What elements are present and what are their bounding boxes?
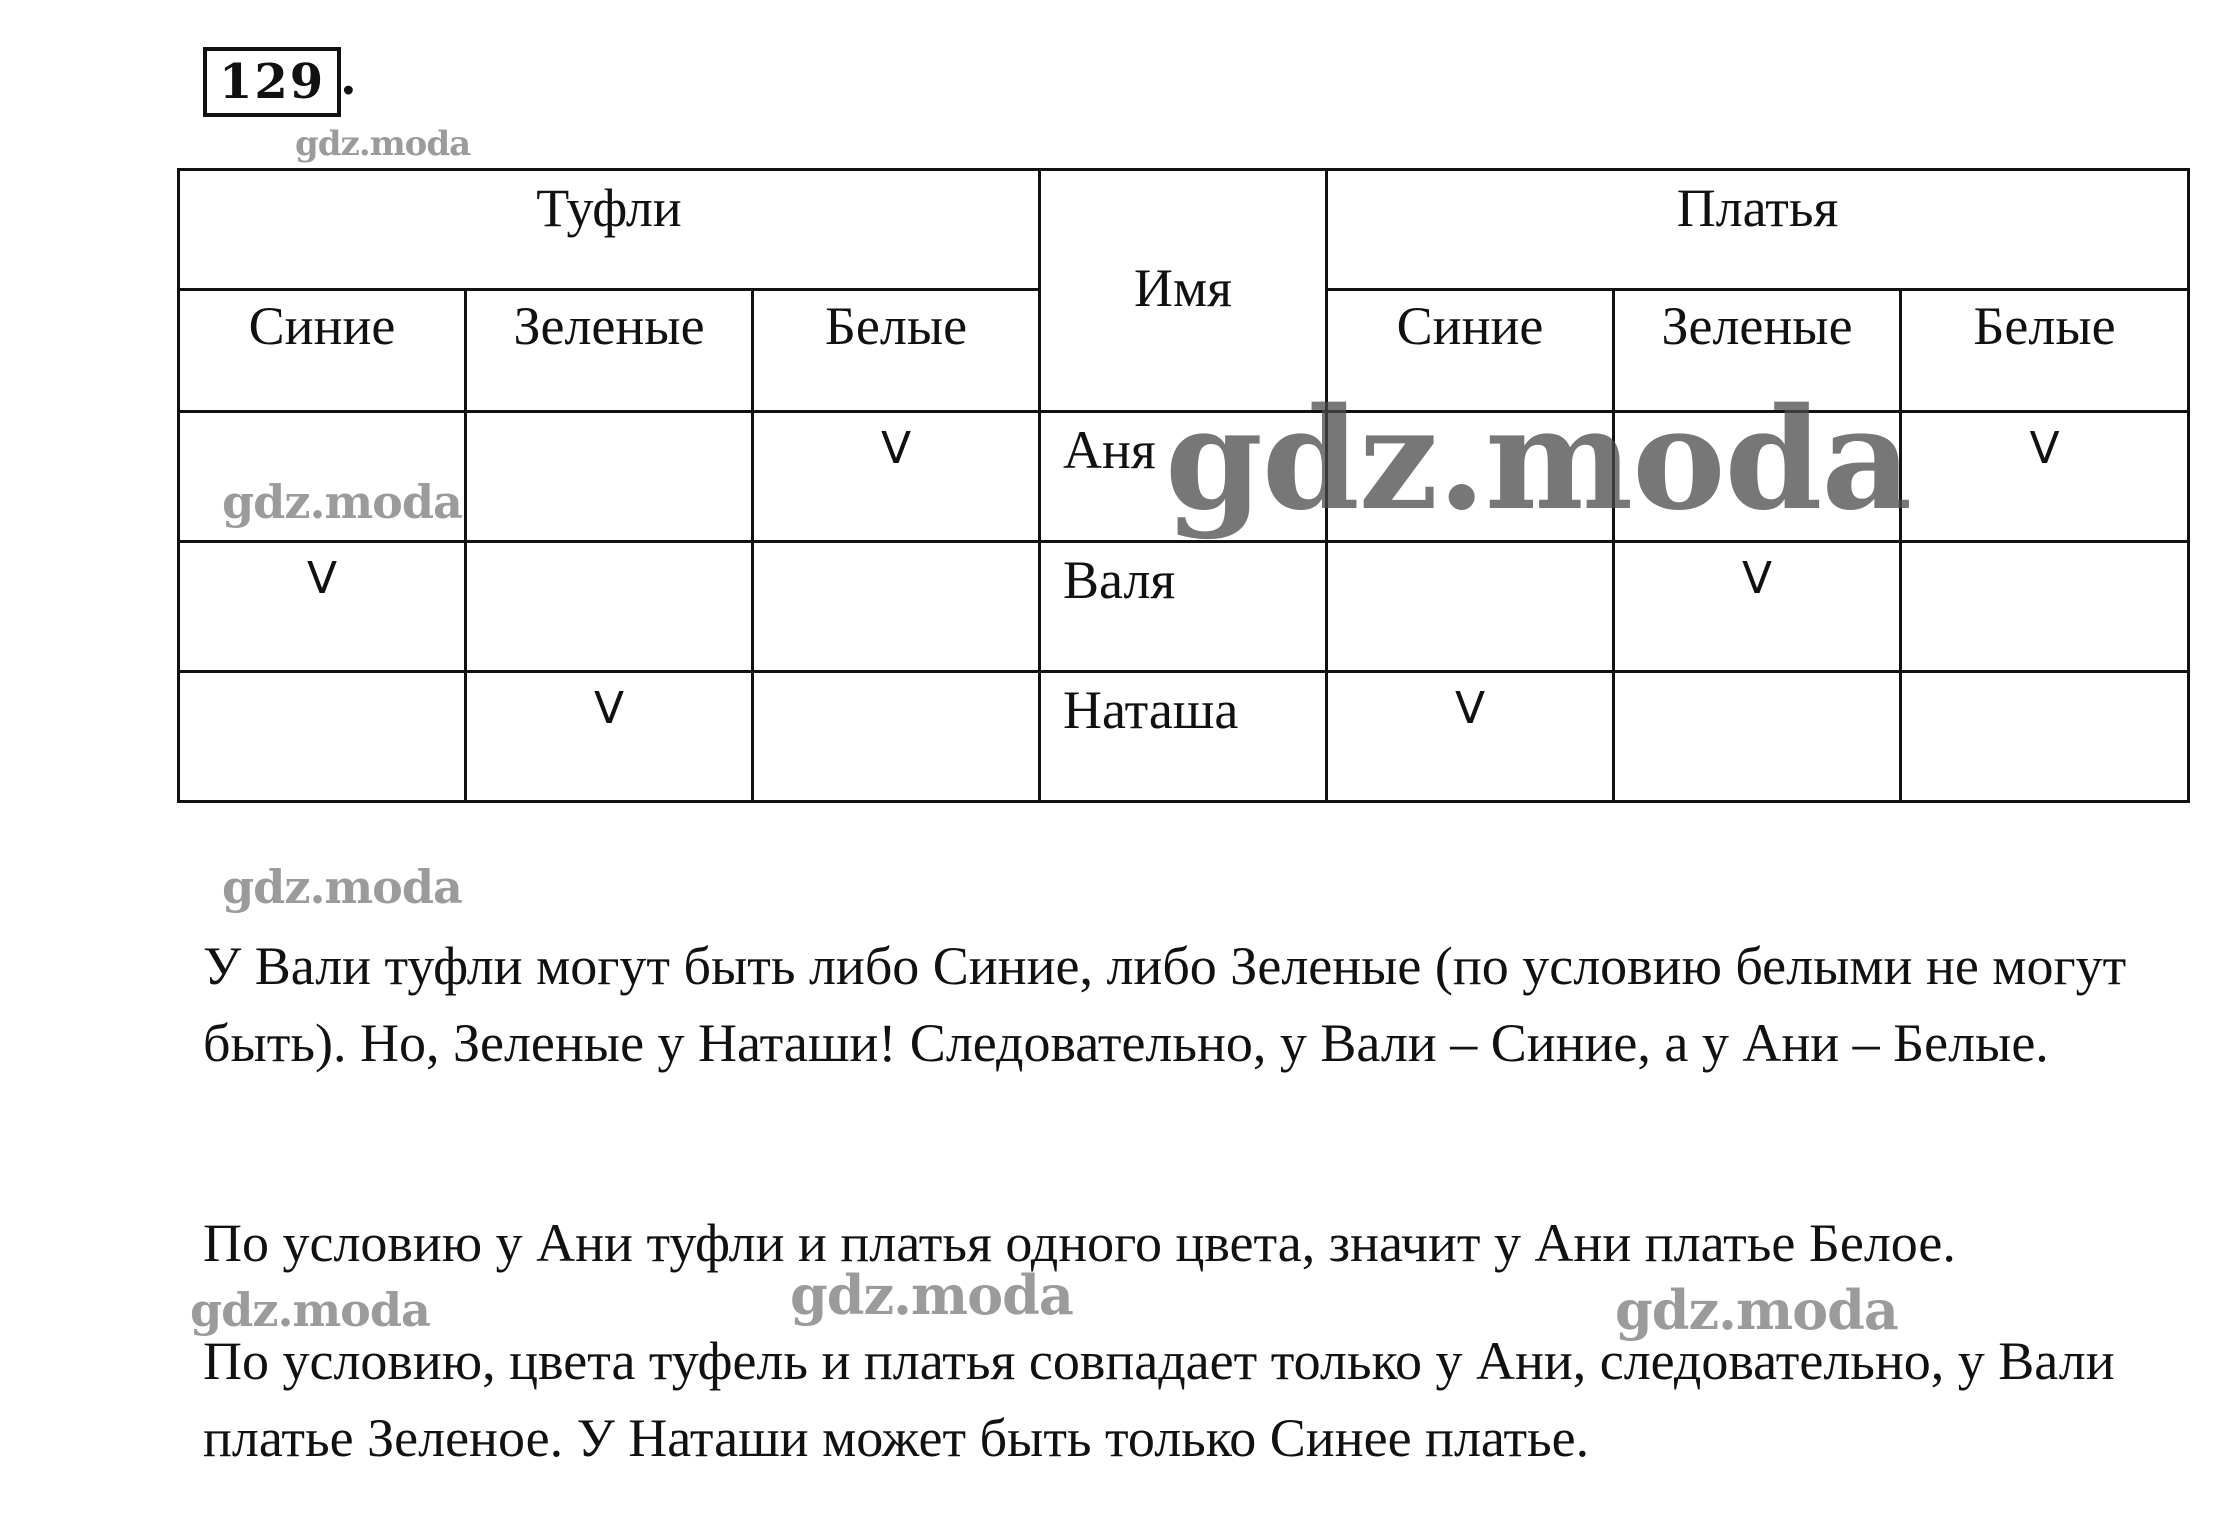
- watermark: gdz.moda: [1615, 1278, 1898, 1342]
- shoes-color-white-header: Белые: [753, 290, 1040, 412]
- row-name-cell: Аня: [1040, 412, 1327, 542]
- shoes-color-blue-header: Синие: [179, 290, 466, 412]
- dresses-group-header: Платья: [1327, 170, 2189, 290]
- watermark: gdz.moda: [222, 475, 462, 529]
- cell-dresses-white: [1901, 672, 2189, 802]
- explanation-paragraph-3: По условию, цвета туфель и платья совпадает только у Ани, следовательно, у Вали платье Зеленое. У Наташи может быть только Синее платье.: [203, 1331, 2115, 1468]
- problem-number-dot: .: [340, 50, 357, 106]
- cell-dresses-white: V: [1901, 412, 2189, 542]
- row-name-cell: Валя: [1040, 542, 1327, 672]
- cell-dresses-blue: [1327, 542, 1614, 672]
- watermark: gdz.moda: [790, 1263, 1073, 1327]
- shoes-group-header: Туфли: [179, 170, 1040, 290]
- dresses-color-green-header: Зеленые: [1614, 290, 1901, 412]
- cell-shoes-white: V: [753, 412, 1040, 542]
- cell-shoes-white: [753, 542, 1040, 672]
- explanation-paragraph-1: У Вали туфли могут быть либо Синие, либо Зеленые (по условию белыми не могут быть). Но, Зеленые у Наташи! Следовательно, у Вали – Синие, а у Ани – Белые.: [203, 936, 2127, 1073]
- cell-dresses-green: [1614, 672, 1901, 802]
- watermark: gdz.moda: [190, 1283, 430, 1337]
- cell-shoes-green: [466, 412, 753, 542]
- cell-shoes-green: V: [466, 672, 753, 802]
- table-row: [179, 542, 2189, 672]
- cell-dresses-blue: V: [1327, 672, 1614, 802]
- table-group-header-row: [179, 170, 2189, 290]
- cell-dresses-white: [1901, 542, 2189, 672]
- cell-shoes-green: [466, 542, 753, 672]
- explanation-paragraph-2: По условию у Ани туфли и платья одного цвета, значит у Ани платье Белое.: [203, 1213, 1956, 1273]
- dresses-color-white-header: Белые: [1901, 290, 2189, 412]
- problem-number: 129: [203, 47, 341, 117]
- shoes-color-green-header: Зеленые: [466, 290, 753, 412]
- cell-shoes-blue: V: [179, 542, 466, 672]
- cell-shoes-blue: [179, 672, 466, 802]
- watermark: gdz.moda: [1165, 378, 1912, 542]
- cell-shoes-white: [753, 672, 1040, 802]
- watermark: gdz.moda: [222, 860, 462, 914]
- watermark: gdz.moda: [295, 124, 471, 164]
- name-column-header: Имя: [1040, 170, 1327, 412]
- dresses-color-blue-header: Синие: [1327, 290, 1614, 412]
- cell-dresses-green: V: [1614, 542, 1901, 672]
- row-name-cell: Наташа: [1040, 672, 1327, 802]
- table-row: [179, 672, 2189, 802]
